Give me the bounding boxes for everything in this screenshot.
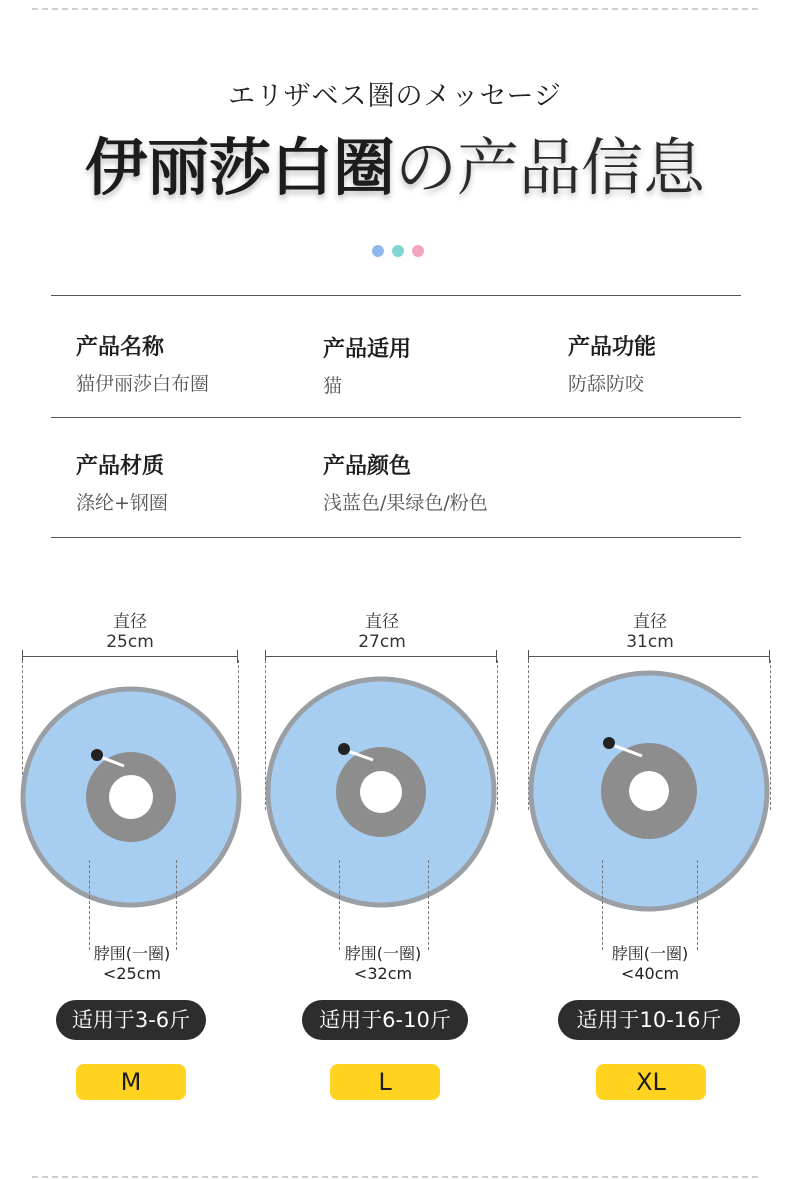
diameter-label: 直径	[113, 612, 147, 632]
diameter-value: 25cm	[106, 632, 154, 652]
neck-value: <32cm	[353, 964, 413, 983]
title-light-part: の产品信息	[395, 131, 706, 204]
collar-image-l	[265, 676, 497, 908]
info-value: 猫伊丽莎白布圈	[76, 373, 210, 395]
bottom-dashed-divider	[32, 1176, 758, 1178]
diameter-dimension-line	[265, 656, 497, 657]
page-title	[0, 130, 790, 206]
title-bold-part: 伊丽莎白圈	[84, 131, 395, 204]
size-badge: M	[76, 1064, 186, 1100]
neck-label: 脖围(一圈)	[611, 944, 689, 963]
info-table-rule	[51, 537, 741, 538]
decorative-dots	[372, 245, 424, 257]
diameter-guide-right	[770, 660, 771, 810]
size-badge: L	[330, 1064, 440, 1100]
diameter-label: 直径	[633, 612, 667, 632]
collar-image-m	[20, 686, 242, 908]
info-value: 浅蓝色/果绿色/粉色	[323, 492, 488, 514]
neck-guide-left	[602, 860, 603, 950]
info-label: 产品功能	[568, 335, 657, 360]
info-label: 产品颜色	[323, 454, 412, 479]
neck-value: <25cm	[102, 964, 162, 983]
neck-guide-left	[89, 860, 90, 950]
dot-pink	[412, 245, 424, 257]
diameter-guide-right	[497, 660, 498, 810]
collar-image-xl	[528, 670, 770, 912]
japanese-subtitle: エリザベス圏のメッセージ	[228, 81, 562, 112]
diameter-dimension-line	[22, 656, 238, 657]
info-label: 产品材质	[76, 454, 165, 479]
diameter-value: 27cm	[358, 632, 406, 652]
weight-range-badge: 适用于3-6斤	[56, 1000, 206, 1040]
diameter-dimension-line	[528, 656, 770, 657]
info-table-rule	[51, 295, 741, 296]
weight-range-badge: 适用于10-16斤	[558, 1000, 740, 1040]
info-product-material	[76, 449, 168, 515]
top-dashed-divider	[32, 8, 758, 10]
info-label: 产品名称	[76, 335, 165, 360]
neck-value: <40cm	[620, 964, 680, 983]
info-value: 防舔防咬	[568, 373, 645, 395]
info-product-color	[323, 449, 488, 515]
neck-guide-right	[428, 860, 429, 950]
info-product-usage	[323, 332, 411, 398]
diameter-label: 直径	[365, 612, 399, 632]
info-value: 涤纶+钢圈	[76, 492, 168, 514]
neck-guide-right	[697, 860, 698, 950]
neck-guide-right	[176, 860, 177, 950]
neck-guide-left	[339, 860, 340, 950]
neck-label: 脖围(一圈)	[93, 944, 171, 963]
info-value: 猫	[323, 375, 343, 397]
info-product-function	[568, 330, 656, 396]
dot-blue	[372, 245, 384, 257]
diameter-value: 31cm	[626, 632, 674, 652]
info-label: 产品适用	[323, 337, 412, 362]
neck-label: 脖围(一圈)	[344, 944, 422, 963]
weight-range-badge: 适用于6-10斤	[302, 1000, 468, 1040]
info-product-name	[76, 330, 209, 396]
dot-green	[392, 245, 404, 257]
info-table-rule	[51, 417, 741, 418]
size-badge: XL	[596, 1064, 706, 1100]
